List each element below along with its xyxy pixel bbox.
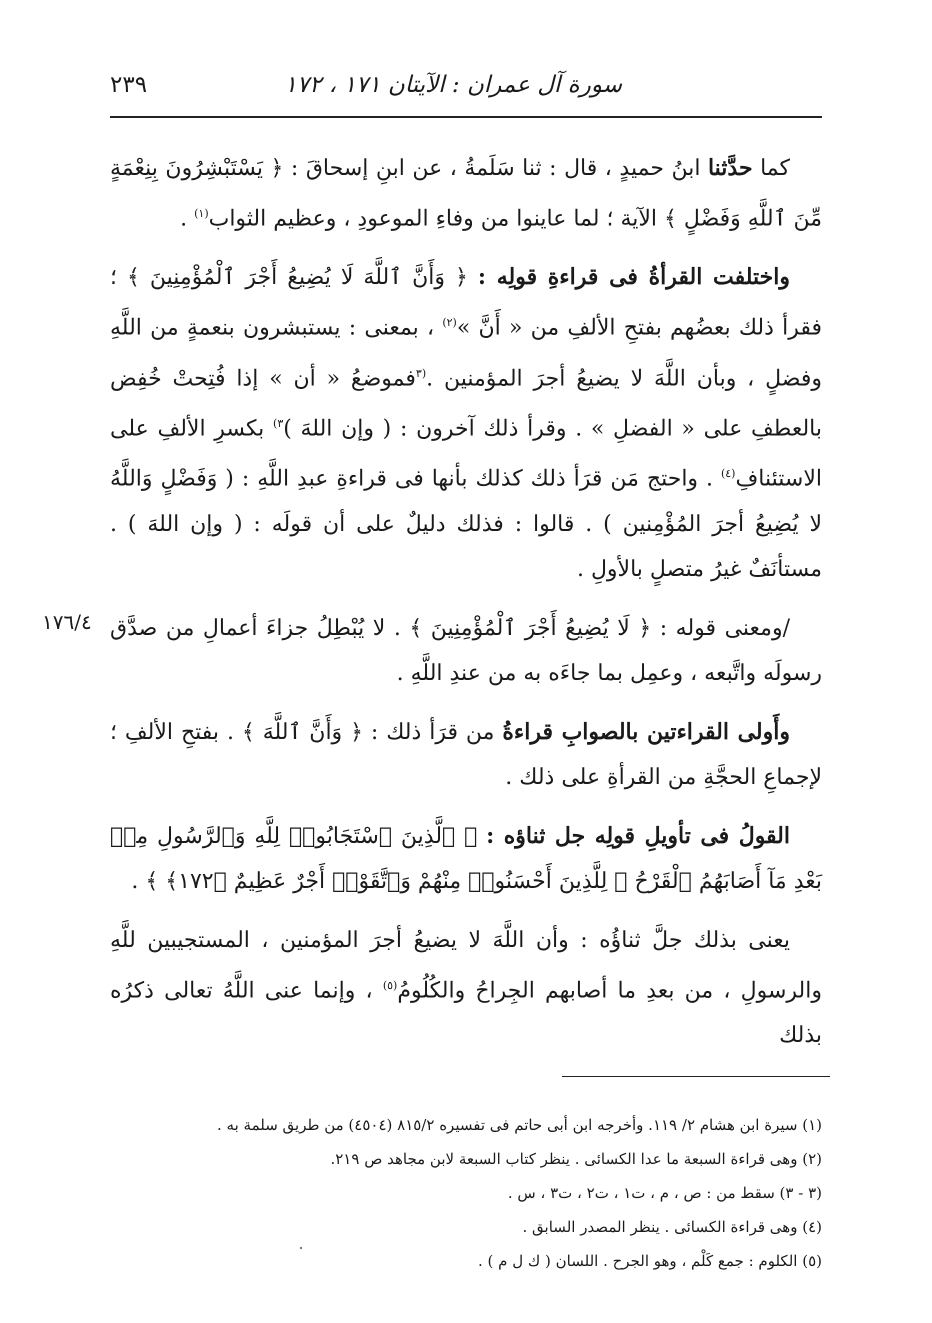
p1-text: ابنُ حميدٍ ، قال : ثنا سَلَمةُ ، عن ابنِ إسحاقَ : ﴿ يَسْتَبْشِرُونَ بِنِعْمَةٍ مِّنَ ٱللَّهِ وَفَضْلٍ ﴾ الآية ؛ لما عاينوا من وفاءِ الموعودِ ، وعظيم الثواب [110,156,822,232]
paragraph-3: /ومعنى قوله : ﴿ لَا يُضِيعُ أَجْرَ ٱلْمُؤْمِنِينَ ﴾ . لا يُبْطِلُ جزاءَ أعمالِ من صدَّق رسولَه واتَّبعه ، وعمِل بما جاءَه به من عندِ اللَّهِ . [110,615,822,686]
running-title: سورة آل عمران : الآيتان ١٧١ ، ١٧٢ [284,72,622,98]
header-rule [110,116,822,118]
margin-reference: ١٧٦/٤ [42,610,92,634]
p1-bold: حدَّثنا [707,155,753,181]
footnote-ref-3-end: ٣) [273,416,284,430]
p2-text-1: ﴿ وَأَنَّ ٱللَّهَ لَا يُضِيعُ أَجْرَ ٱلْمُؤْمِنِينَ ﴾ ؛ فقرأ ذلك بعضُهم بفتحِ الألفِ من « أَنَّ » [110,265,822,341]
footnote-ref-4: (٤) [720,467,736,481]
p5-text: ﴿ ٱلَّذِينَ ٱسْتَجَابُوا۟ لِلَّهِ وَٱلرَّسُولِ مِنۢ بَعْدِ مَآ أَصَابَهُمُ ٱلْقَرْحُ ۚ لِلَّذِينَ أَحْسَنُوا۟ مِنْهُمْ وَٱتَّقَوْا۟ أَجْرٌ عَظِيمٌ ﴿١٧٢﴾ ﴾ . [110,823,822,894]
p2-text-2: ، بمعنى : يستبشرون بنعمةٍ من اللَّهِ وفضلٍ ، وبأن اللَّهَ لا يضيعُ أجرَ المؤمنين . [110,315,822,391]
paragraph-5 [110,814,822,904]
footnote-3: (٣ - ٣) سقط من : ص ، م ، ت١ ، ت٢ ، ت٣ ، س . [507,1184,822,1202]
p4-heading: وأَولى القراءتين بالصوابِ قراءةُ [502,718,790,745]
p1-end: . [180,206,195,232]
paragraph-2 [110,255,822,591]
main-text [110,146,822,1066]
footnote-ref-1: (١) [194,207,209,220]
p1-prefix: كما [752,156,790,181]
footnote-5: (٥) الكلوم : جمع كَلْم ، وهو الجرح . اللسان ( ك ل م ) . [478,1252,822,1270]
footnotes [110,1108,822,1278]
p6-text-2: ، وإنما عنى اللَّهُ تعالى ذكرُه بذلك [110,977,822,1048]
p2-text-3: فموضعُ « أن » إذا فُتِحتْ خُفِض بالعطفِ على « الفضلِ » . وقرأ ذلك آخرون : ( وإن اللهَ ) [110,365,822,442]
footnote-ref-5: (٥) [382,978,398,992]
footnote-2: (٢) وهى قراءة السبعة ما عدا الكسائى . ينظر كتاب السبعة لابن مجاهد ص ٢١٩. [330,1150,822,1168]
page-number: ٢٣٩ [110,72,148,98]
paragraph-1 [110,146,822,241]
page-header [110,66,822,106]
footnote-1: (١) سيرة ابن هشام ٢/ ١١٩. وأخرجه ابن أبى حاتم فى تفسيره ٨١٥/٢ (٤٥٠٤) من طريق سلمة به . [217,1116,822,1134]
p2-text-5: . واحتج مَن قرَأ ذلك كذلك بأنها فى قراءةِ عبدِ اللَّهِ : ( وَفَضْلٍ وَاللَّهُ لا يُضِيعُ أجرَ المُؤْمِنين ) . قالوا : فذلك دليلٌ على أن قولَه : ( وإن اللهَ ) . مستأنَفٌ غيرُ متصلٍ بالأولِ . [110,466,822,582]
paragraph-4 [110,710,822,800]
p2-text-4: بكسرِ الألفِ على الاستئنافِ [110,416,822,492]
p5-heading: القولُ فى تأويلِ قولِه جل ثناؤه : [486,822,791,849]
footnote-separator [562,1076,830,1077]
footnote-ref-2: (٢) [442,316,457,330]
p6-text-1: يعنى بذلك جلَّ ثناؤُه : وأن اللَّهَ لا يضيعُ أجرَ المؤمنين ، المستجيبين للَّهِ والرسولِ ، من بعدِ ما أصابهم الجِراحُ والكُلُومُ [110,927,822,1003]
paragraph-6 [110,918,822,1058]
scan-speck [300,1247,302,1249]
footnote-ref-3-start: (٣ [415,366,427,380]
footnote-4: (٤) وهى قراءة الكسائى . ينظر المصدر السابق . [522,1218,822,1236]
p4-text: من قرَأ ذلك : ﴿ وَأَنَّ ٱللَّهَ ﴾ . بفتحِ الألفِ ؛ لإجماعِ الحجَّةِ من القرأةِ على ذلك . [110,719,822,790]
p2-heading: واختلفت القرأةُ فى قراءةِ قولِه : [477,264,791,291]
